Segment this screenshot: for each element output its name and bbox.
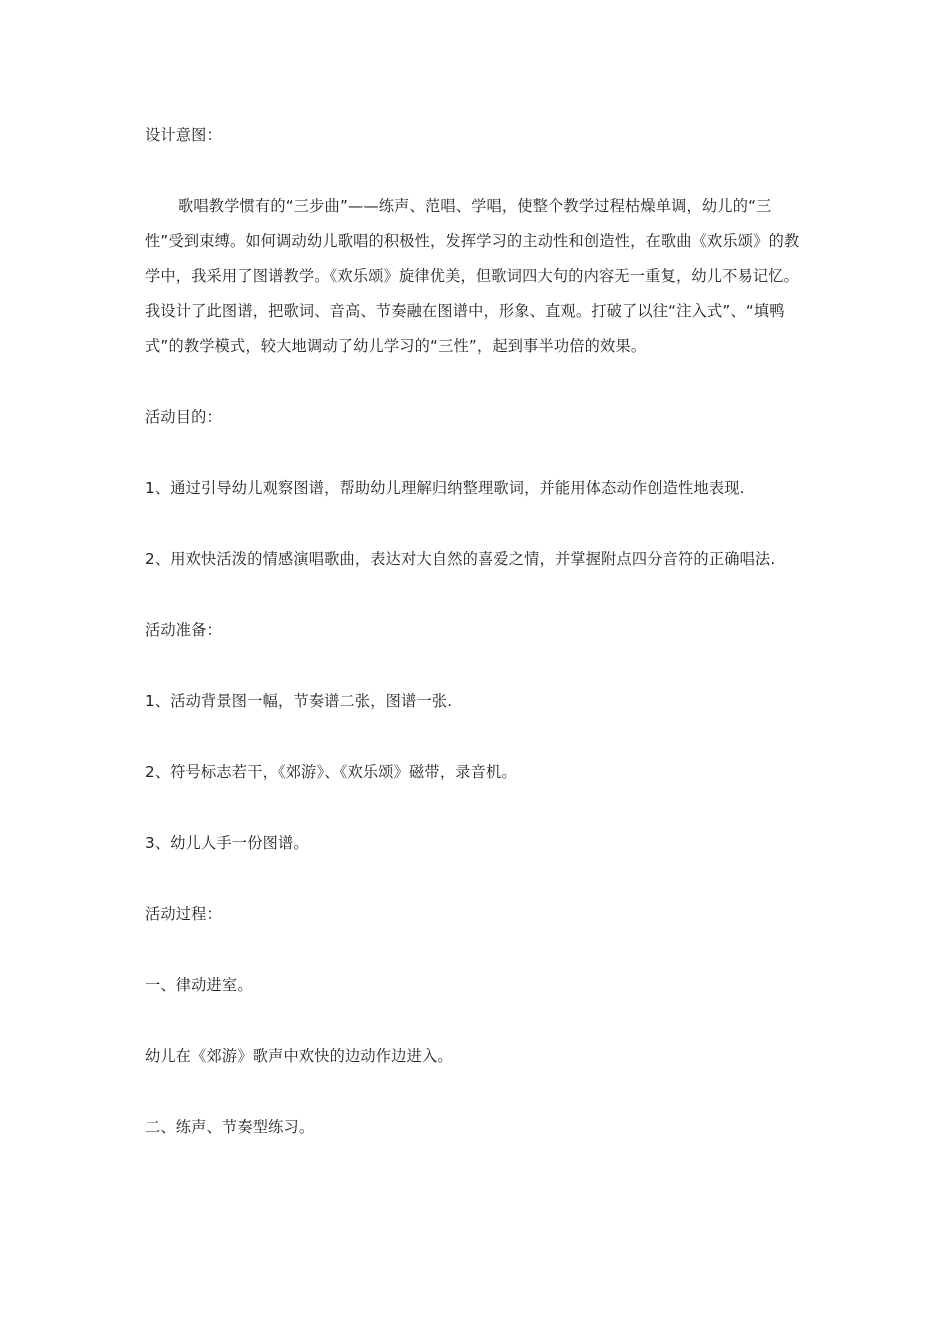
process-step-2-title: 二、练声、节奏型练习。 (145, 1118, 315, 1136)
document-body (145, 118, 810, 1145)
goal-item-2: 2、用欢快活泼的情感演唱歌曲，表达对大自然的喜爱之情，并掌握附点四分音符的正确唱法. (145, 550, 776, 568)
process-step-1-text: 幼儿在《郊游》歌声中欢快的边动作边进入。 (145, 1047, 453, 1065)
heading-goals: 活动目的： (145, 408, 222, 426)
prep-item-1: 1、活动背景图一幅，节奏谱二张，图谱一张. (145, 692, 453, 710)
process-step-1-title: 一、律动进室。 (145, 976, 253, 994)
heading-design-intent: 设计意图： (145, 126, 222, 144)
prep-item-2: 2、符号标志若干，《郊游》、《欢乐颂》磁带，录音机。 (145, 763, 517, 781)
prep-item-3: 3、幼儿人手一份图谱。 (145, 834, 309, 852)
heading-preparation: 活动准备： (145, 621, 222, 639)
goal-item-1: 1、通过引导幼儿观察图谱，帮助幼儿理解归纳整理歌词，并能用体态动作创造性地表现. (145, 479, 745, 497)
design-intent-paragraph: 歌唱教学惯有的“三步曲”——练声、范唱、学唱，使整个教学过程枯燥单调，幼儿的“三性”受到束缚。如何调动幼儿歌唱的积极性，发挥学习的主动性和创造性，在歌曲《欢乐颂》的教学中，我采用了图谱教学。《欢乐颂》旋律优美，但歌词四大句的内容无一重复，幼儿不易记忆。我设计了此图谱，把歌词、音高、节奏融在图谱中，形象、直观。打破了以往“注入式”、“填鸭式”的教学模式，较大地调动了幼儿学习的“三性”，起到事半功倍的效果。 (145, 197, 800, 355)
heading-process: 活动过程： (145, 905, 222, 923)
